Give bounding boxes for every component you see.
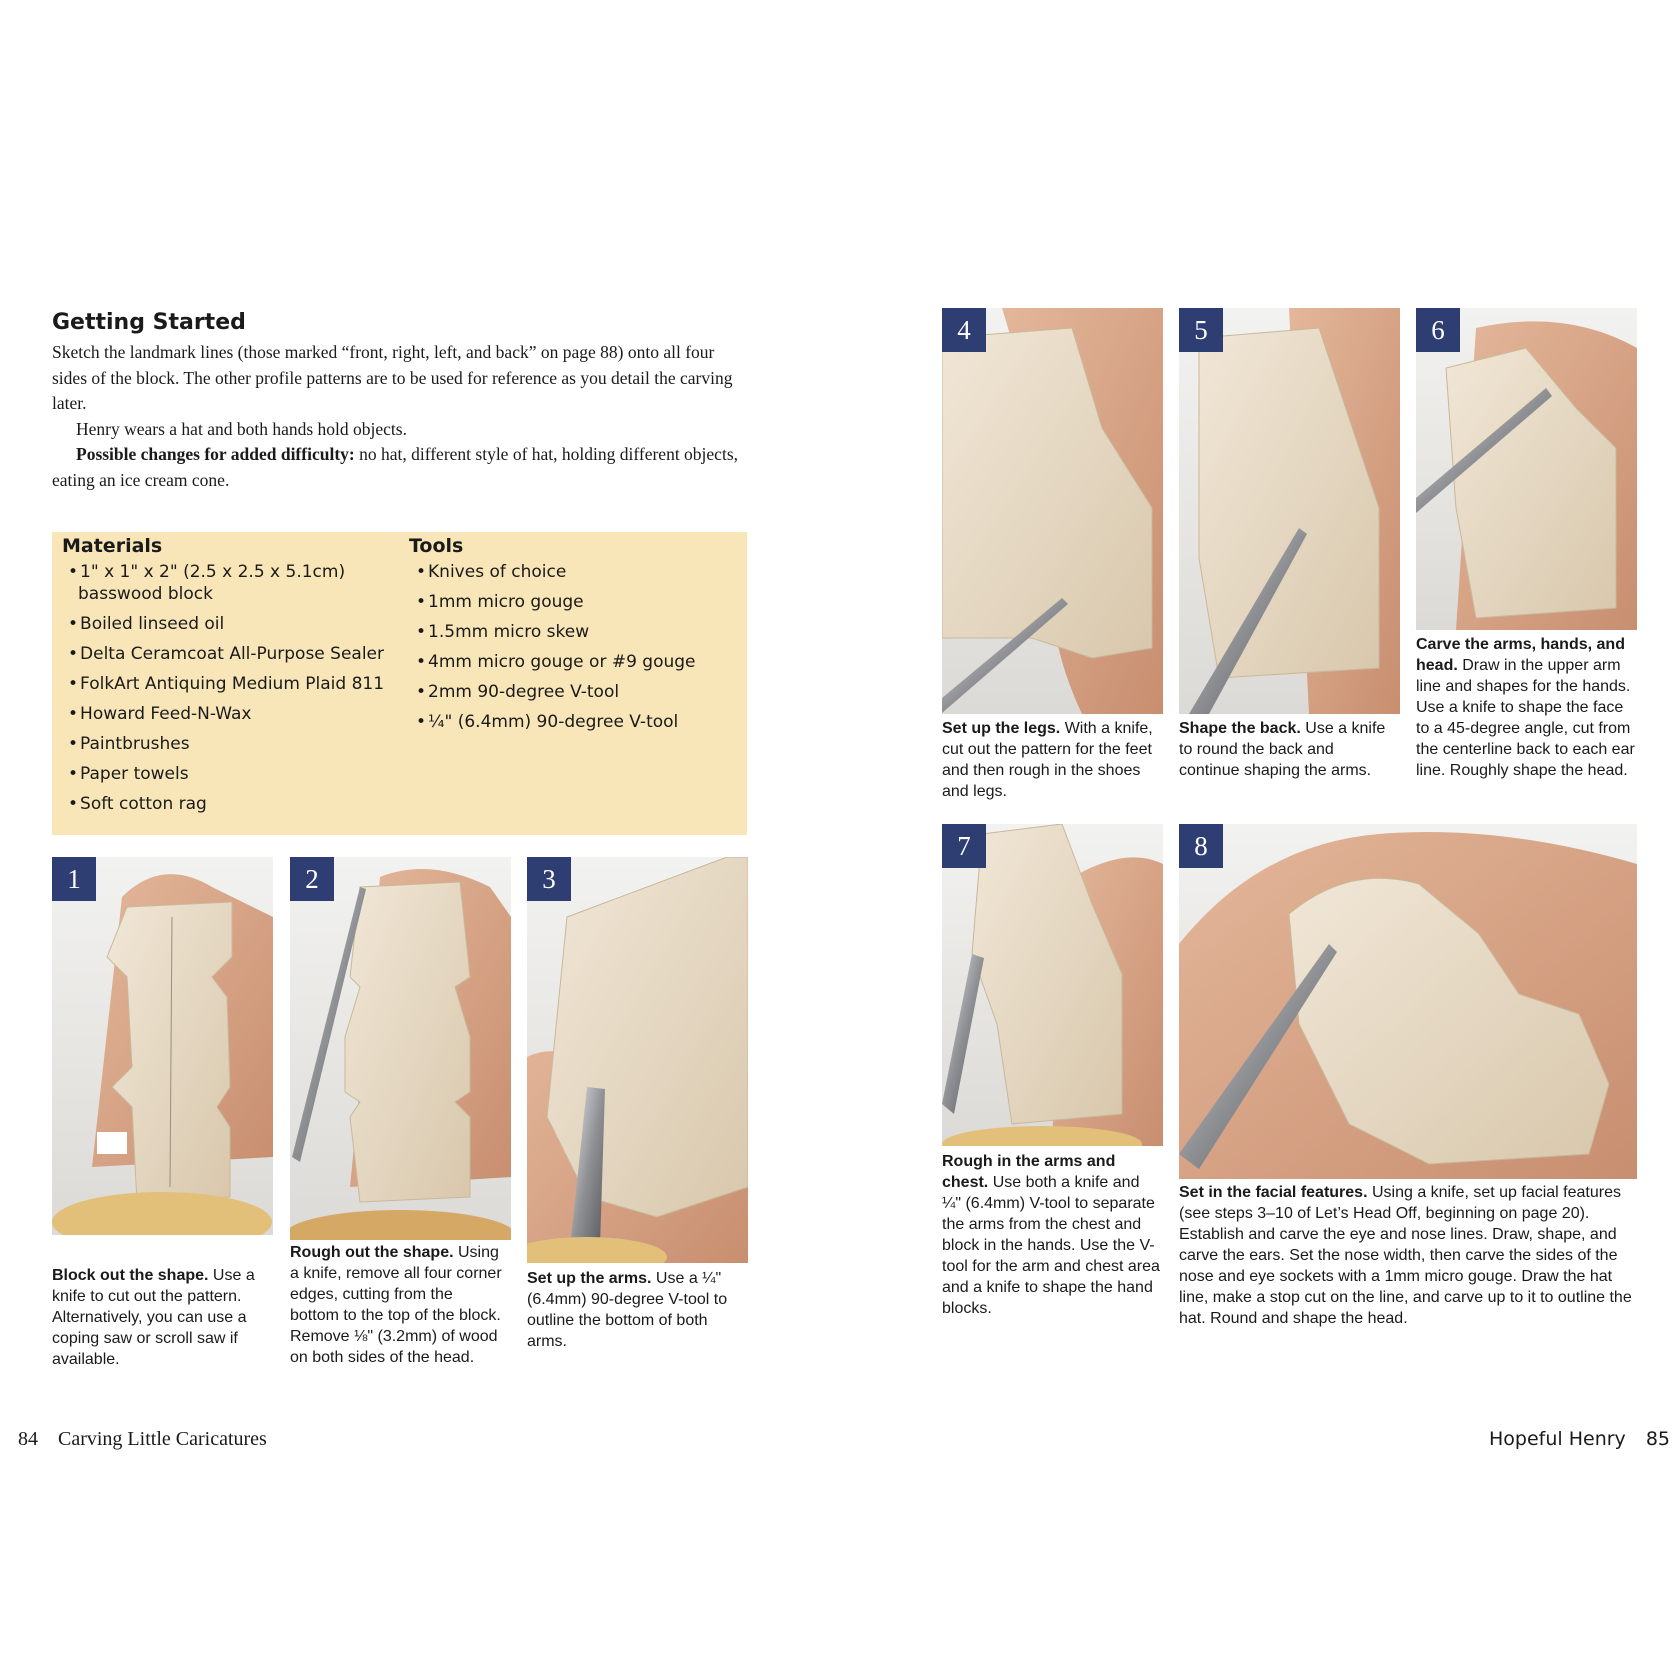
- book-title: Carving Little Caricatures: [58, 1428, 267, 1450]
- step-text: With a knife, cut out the pattern for the feet and then rough in the shoes and legs.: [942, 720, 1153, 800]
- step-4-caption: [942, 718, 1160, 802]
- difficulty-label: Possible changes for added difficulty:: [76, 444, 355, 464]
- step-3-caption: [527, 1268, 742, 1352]
- step-4-photo: [942, 308, 1163, 714]
- step-2-photo: [290, 857, 511, 1240]
- tools-list: [416, 561, 736, 741]
- step-5-photo: [1179, 308, 1400, 714]
- step-number-badge: 3: [527, 857, 571, 901]
- step-8-caption: [1179, 1182, 1637, 1329]
- step-number-badge: 2: [290, 857, 334, 901]
- step-text: Using a knife, remove all four corner edges, cutting from the bottom to the top of the block. Remove ⅛" (3.2mm) of wood on both sides of the head.: [290, 1244, 502, 1366]
- step-text: Use a knife to cut out the pattern. Alternatively, you can use a coping saw or scroll saw if available.: [52, 1267, 255, 1368]
- materials-item: • Delta Ceramcoat All-Purpose Sealer: [68, 643, 398, 665]
- step-5-caption: [1179, 718, 1397, 781]
- intro-paragraph-1: Sketch the landmark lines (those marked “front, right, left, and back” on page 88) onto all four sides of the block. The other profile patterns are to be used for reference as you detail the carving later.: [52, 342, 733, 413]
- step-text: Use a ¼" (6.4mm) 90-degree V-tool to outline the bottom of both arms.: [527, 1270, 728, 1350]
- materials-item: • Paintbrushes: [68, 733, 398, 755]
- tools-item: • 4mm micro gouge or #9 gouge: [416, 651, 736, 673]
- step-number-badge: 5: [1179, 308, 1223, 352]
- step-1-photo: [52, 857, 273, 1235]
- step-title: Set up the legs.: [942, 720, 1061, 737]
- materials-heading: Materials: [62, 535, 163, 557]
- page-number-left: 84: [18, 1428, 38, 1450]
- tools-heading: Tools: [409, 535, 464, 557]
- step-title: Shape the back.: [1179, 720, 1301, 737]
- step-7-photo: [942, 824, 1163, 1146]
- page-number-right: 85: [1645, 1428, 1670, 1450]
- section-heading: Getting Started: [52, 310, 246, 335]
- intro-text: [52, 340, 752, 493]
- step-2-caption: [290, 1242, 505, 1368]
- materials-item: • Howard Feed-N-Wax: [68, 703, 398, 725]
- chapter-title: Hopeful Henry: [1489, 1428, 1626, 1450]
- materials-tools-box: [52, 532, 747, 835]
- tools-item: • Knives of choice: [416, 561, 736, 583]
- step-title: Set in the facial features.: [1179, 1184, 1368, 1201]
- step-7-caption: [942, 1151, 1162, 1319]
- footer-right: [1489, 1428, 1670, 1450]
- step-3-photo: [527, 857, 748, 1263]
- step-text: Using a knife, set up facial features (see steps 3–10 of Let’s Head Off, beginning on page 20). Establish and carve the eye and nose lines. Draw, shape, and carve the ears. Set the nose width, then carve the sides of the nose and eye sockets with a 1mm micro gouge. Draw the hat line, make a stop cut on the line, and carve up to it to outline the hat. Round and shape the head.: [1179, 1184, 1632, 1327]
- step-number-badge: 1: [52, 857, 96, 901]
- step-title: Rough out the shape.: [290, 1244, 454, 1261]
- step-1-caption: [52, 1265, 257, 1370]
- intro-paragraph-2: Henry wears a hat and both hands hold objects.: [76, 418, 407, 439]
- tools-item: • 1mm micro gouge: [416, 591, 736, 613]
- footer-left: [18, 1428, 267, 1451]
- materials-list: [68, 561, 398, 823]
- step-number-badge: 8: [1179, 824, 1223, 868]
- step-text: Draw in the upper arm line and shapes for the hands. Use a knife to shape the face to a 45-degree angle, cut from the centerline back to each ear line. Roughly shape the head.: [1416, 657, 1635, 779]
- step-text: Use a knife to round the back and continue shaping the arms.: [1179, 720, 1386, 779]
- difficulty-text: no hat, different style of hat, holding different objects, eating an ice cream cone.: [52, 444, 739, 490]
- materials-item: • 1" x 1" x 2" (2.5 x 2.5 x 5.1cm) basswood block: [68, 561, 398, 605]
- step-number-badge: 6: [1416, 308, 1460, 352]
- materials-item: • Paper towels: [68, 763, 398, 785]
- step-number-badge: 7: [942, 824, 986, 868]
- step-title: Set up the arms.: [527, 1270, 652, 1287]
- tools-item: • ¼" (6.4mm) 90-degree V-tool: [416, 711, 736, 733]
- step-8-photo: [1179, 824, 1637, 1179]
- intro-paragraph-3: [52, 442, 752, 493]
- tools-item: • 1.5mm micro skew: [416, 621, 736, 643]
- materials-item: • FolkArt Antiquing Medium Plaid 811: [68, 673, 398, 695]
- tools-item: • 2mm 90-degree V-tool: [416, 681, 736, 703]
- step-title: Block out the shape.: [52, 1267, 209, 1284]
- materials-item: • Soft cotton rag: [68, 793, 398, 815]
- materials-item: • Boiled linseed oil: [68, 613, 398, 635]
- step-text: Use both a knife and ¼" (6.4mm) V-tool to separate the arms from the chest and block in the hands. Use the V-tool for the arm and chest area and a knife to shape the hand blocks.: [942, 1174, 1160, 1317]
- step-number-badge: 4: [942, 308, 986, 352]
- step-6-caption: [1416, 634, 1638, 781]
- step-title: Rough in the arms and chest.: [942, 1153, 1116, 1191]
- step-6-photo: [1416, 308, 1637, 630]
- step-title: Carve the arms, hands, and head.: [1416, 636, 1625, 674]
